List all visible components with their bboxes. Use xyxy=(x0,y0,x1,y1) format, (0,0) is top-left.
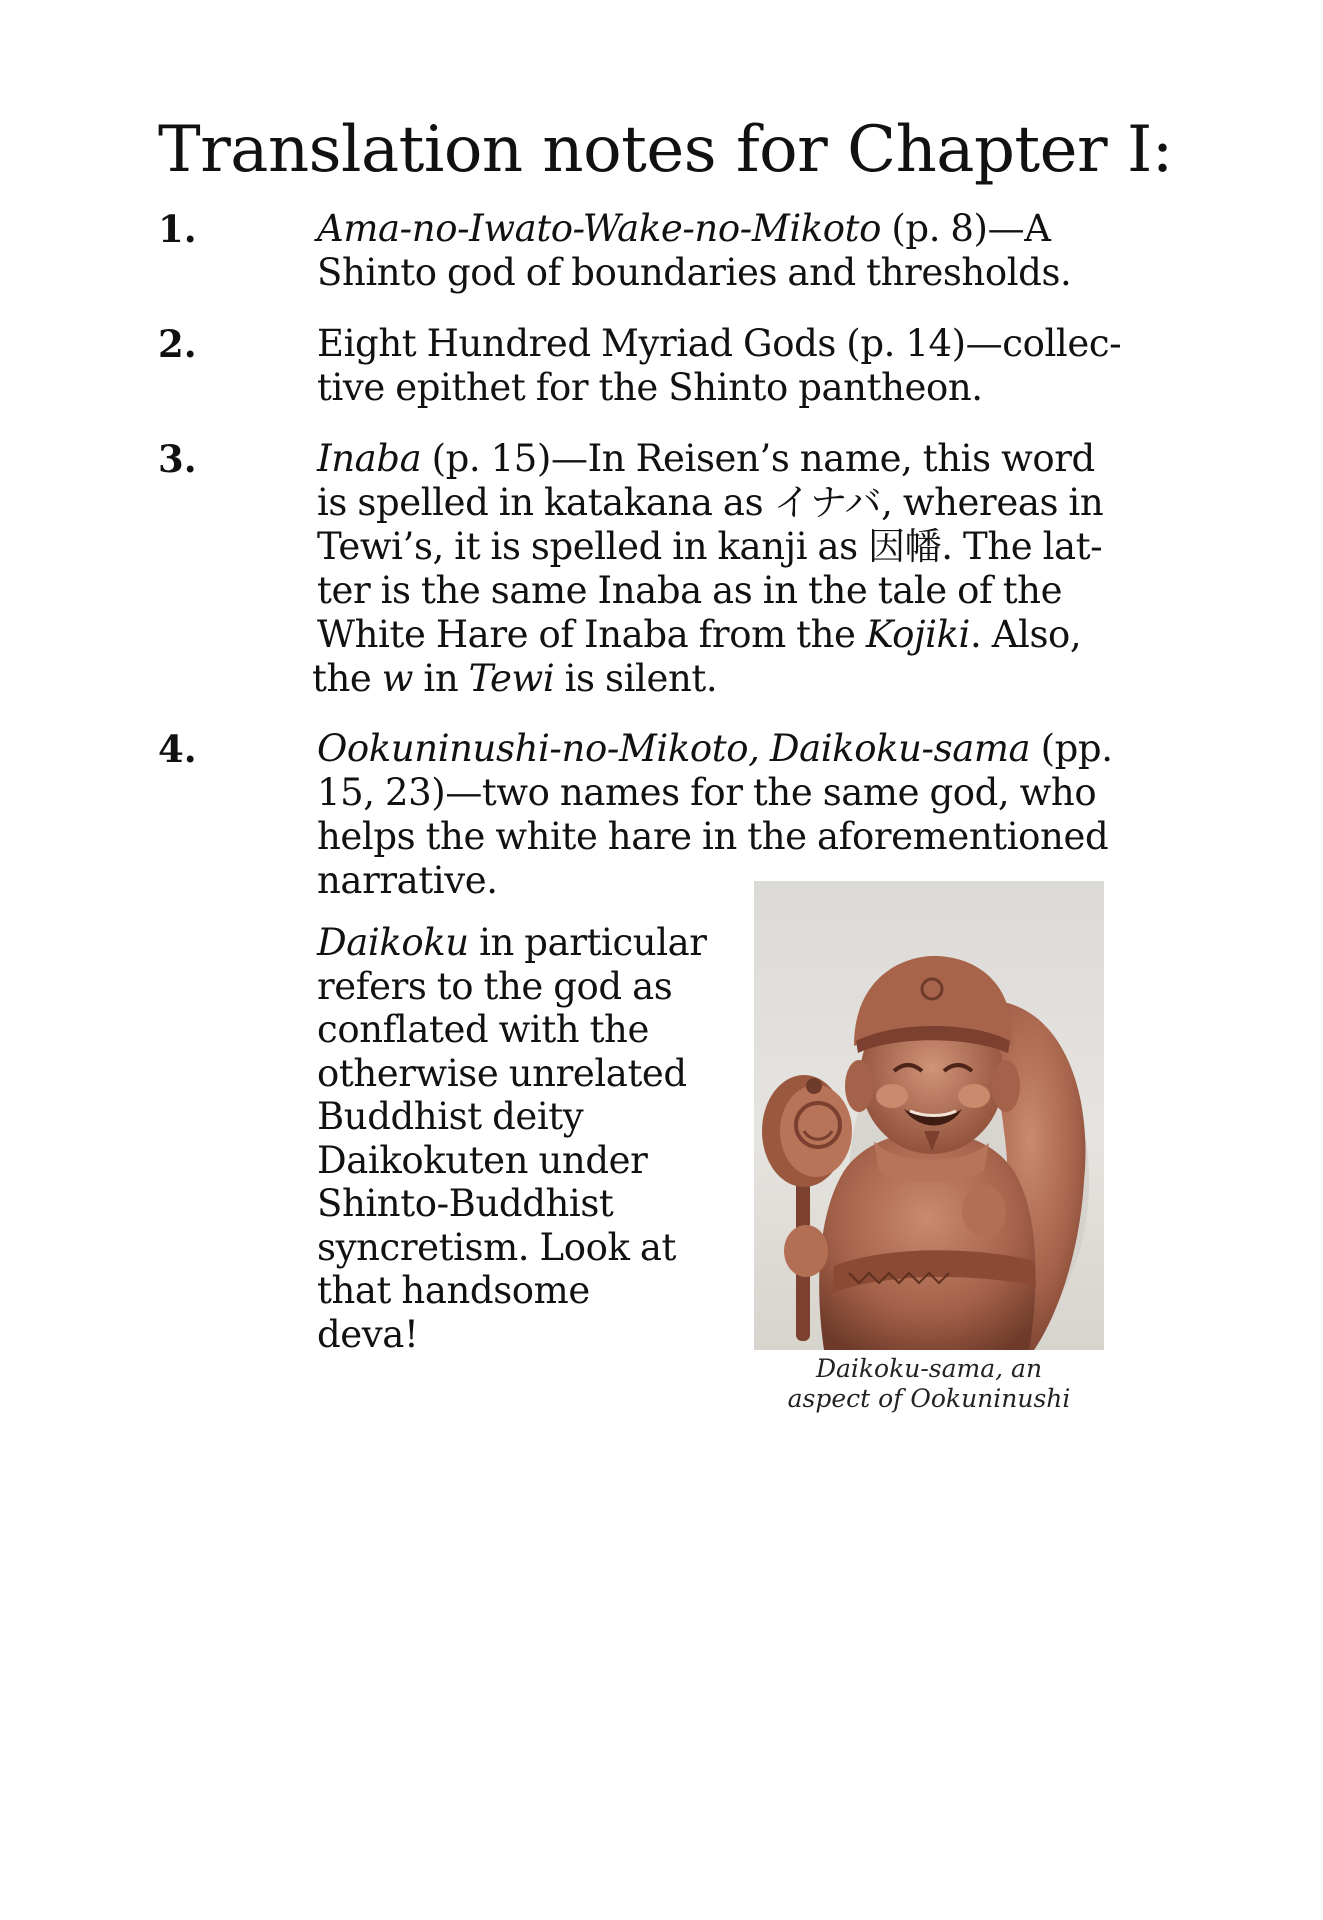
note-line-rest: (pp. xyxy=(1030,727,1113,770)
note-line: helps the white hare in the aforementioned xyxy=(317,815,1109,858)
italic-term: Ama-no-Iwato-Wake-no-Mikoto xyxy=(317,207,882,250)
statue-illustration xyxy=(754,881,1104,1350)
note-paragraph xyxy=(317,921,707,1356)
note-line-post: is silent. xyxy=(554,657,718,700)
note-line: otherwise unrelated xyxy=(317,1051,687,1095)
note-line xyxy=(317,613,1103,657)
figure-caption xyxy=(754,1354,1104,1414)
note-line: syncretism. Look at xyxy=(317,1225,676,1269)
note-line-pre: White Hare of Inaba from the xyxy=(317,613,866,656)
note-text xyxy=(317,322,1121,410)
note-number: 4. xyxy=(158,727,197,771)
note-line-pre: the xyxy=(312,657,382,700)
note-line-rest: (p. 8)—A xyxy=(881,207,1051,250)
italic-term: w xyxy=(381,657,414,700)
note-text xyxy=(312,437,1104,701)
note-line xyxy=(317,727,1113,771)
note-line-rest: (p. 15)—In Reisen’s name, this word xyxy=(421,437,1095,480)
note-line: tive epithet for the Shinto pantheon. xyxy=(317,366,983,409)
note-line: 15, 23)—two names for the same god, who xyxy=(317,771,1097,814)
note-line xyxy=(317,437,1103,481)
italic-term: Kojiki xyxy=(865,613,970,656)
note-line: that handsome xyxy=(317,1269,590,1312)
italic-term: Inaba xyxy=(317,437,422,480)
note-line: conflated with the xyxy=(317,1008,649,1051)
note-line: Shinto god of boundaries and thresholds. xyxy=(317,251,1072,294)
note-number: 1. xyxy=(158,207,197,251)
italic-term: Tewi xyxy=(468,657,555,700)
note-line xyxy=(317,921,707,965)
note-line-rest: in particular xyxy=(468,921,707,964)
note-line xyxy=(312,657,1103,701)
note-line: Eight Hundred Myriad Gods (p. 14)—collec- xyxy=(317,322,1122,365)
note-line: Daikokuten under xyxy=(317,1138,648,1182)
note-number: 3. xyxy=(158,437,197,481)
caption-line: aspect of Ookuninushi xyxy=(787,1384,1071,1413)
daikoku-statue-photo xyxy=(754,881,1104,1350)
note-line xyxy=(317,207,1071,251)
note-line: is spelled in katakana as イナバ, whereas in xyxy=(317,481,1104,524)
italic-term: Daikoku xyxy=(317,921,469,964)
caption-line: Daikoku-sama, an xyxy=(815,1354,1043,1383)
note-line-post: . Also, xyxy=(969,613,1082,656)
note-text xyxy=(317,207,1071,295)
italic-term: Ookuninushi-no-Mikoto, Daikoku-sama xyxy=(317,727,1031,770)
note-line: Shinto-Buddhist xyxy=(317,1182,614,1225)
page-title: Translation notes for Chapter I: xyxy=(158,113,1173,187)
note-line: refers to the god as xyxy=(317,964,673,1008)
note-line: Buddhist deity xyxy=(317,1095,584,1138)
note-line: ter is the same Inaba as in the tale of the xyxy=(317,569,1063,612)
note-number: 2. xyxy=(158,322,197,366)
note-line: deva! xyxy=(317,1312,419,1356)
note-line: Tewi’s, it is spelled in kanji as 因幡. The lat- xyxy=(317,525,1103,568)
note-text xyxy=(317,727,1113,903)
note-line: narrative. xyxy=(317,859,498,902)
note-line-mid: in xyxy=(413,657,469,700)
